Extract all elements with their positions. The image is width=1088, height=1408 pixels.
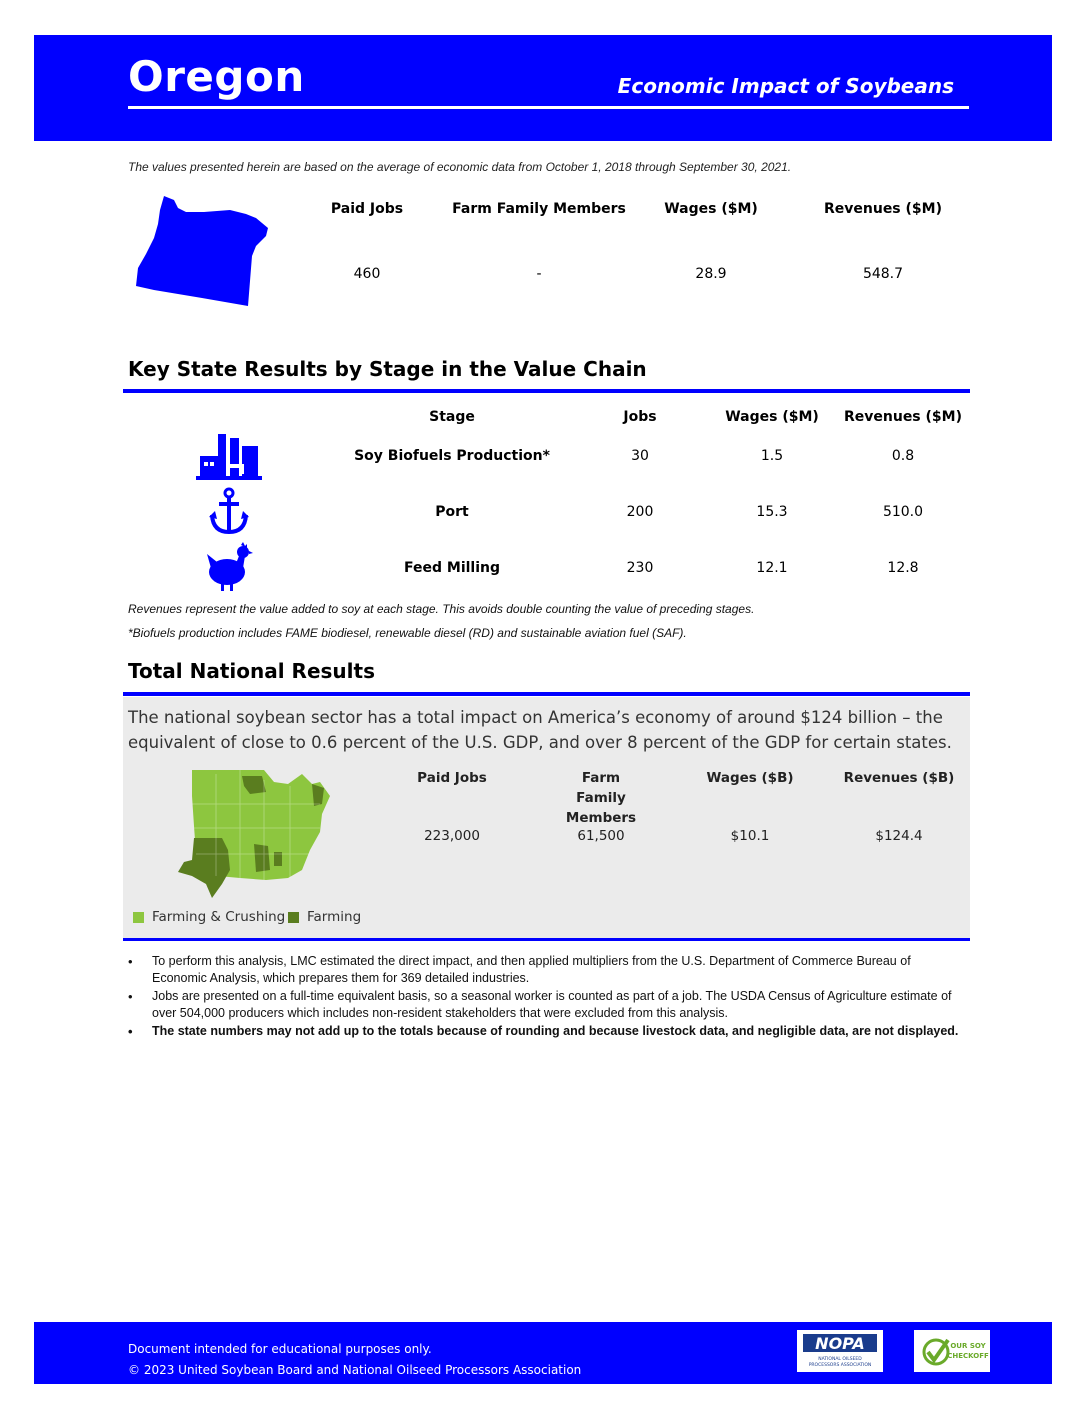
- footer-disclaimer: Document intended for educational purposes only.: [128, 1342, 432, 1356]
- national-value-wages: $10.1: [730, 828, 770, 844]
- legend-label: Farming: [307, 909, 362, 925]
- anchor-icon: [209, 487, 249, 535]
- national-section-title: Total National Results: [128, 659, 375, 683]
- stage-header-wages: Wages ($M): [725, 409, 819, 425]
- summary-header-paid-jobs: Paid Jobs: [330, 201, 404, 217]
- legend-label: Farming & Crushing: [152, 909, 286, 925]
- legend-swatch-dark-green: [288, 912, 299, 923]
- national-section-divider: [123, 692, 970, 696]
- header-divider: [128, 106, 969, 109]
- summary-value-wages: 28.9: [695, 266, 727, 282]
- svg-text:PROCESSORS ASSOCIATION: PROCESSORS ASSOCIATION: [808, 1363, 872, 1368]
- stage-name: Soy Biofuels Production*: [354, 448, 550, 464]
- stage-name: Feed Milling: [404, 560, 500, 576]
- stage-name: Port: [435, 504, 469, 520]
- national-summary-text: The national soybean sector has a total impact on America’s economy of around $124 billion – the equivalent of close to 0.6 percent of the U.S. GDP, and over 8 percent of the GDP for certain states.: [128, 708, 952, 752]
- stage-wages: 1.5: [760, 448, 784, 464]
- note-full-time-equivalent: • Jobs are presented on a full-time equivalent basis, so a seasonal worker is counted as part of a job. The USDA Census of Agriculture estimate of over 504,000 producers which includes non-resident stakeholders that were excluded from this analysis.: [128, 988, 968, 1022]
- national-value-farm-family: 61,500: [577, 828, 625, 844]
- svg-text:OUR SOY: OUR SOY: [950, 1342, 986, 1350]
- summary-value-farm-family: -: [536, 266, 542, 282]
- stage-note-revenues: Revenues represent the value added to soy at each stage. This avoids double counting the value of preceding stages.: [128, 602, 755, 616]
- stage-header-jobs: Jobs: [623, 409, 657, 425]
- stage-note-biofuels: *Biofuels production includes FAME biodiesel, renewable diesel (RD) and sustainable aviation fuel (SAF).: [128, 626, 687, 640]
- stage-revenues: 510.0: [882, 504, 924, 520]
- footer-copyright: © 2023 United Soybean Board and National Oilseed Processors Association: [128, 1363, 582, 1377]
- national-header-farm-family: Farm Family Members: [565, 770, 637, 826]
- national-value-paid-jobs: 223,000: [424, 828, 480, 844]
- stage-revenues: 0.8: [891, 448, 915, 464]
- national-header-wages: Wages ($B): [706, 770, 794, 786]
- stage-wages: 15.3: [756, 504, 788, 520]
- summary-header-revenues: Revenues ($M): [823, 201, 942, 217]
- state-title: Oregon: [128, 52, 305, 101]
- note-multipliers: • To perform this analysis, LMC estimated the direct impact, and then applied multipliers from the U.S. Department of Commerce Bureau of Economic Analysis, which prepares them for 369 detailed industries.: [128, 953, 968, 987]
- summary-value-revenues: 548.7: [862, 266, 904, 282]
- stage-revenues: 12.8: [887, 560, 919, 576]
- factory-icon: [196, 432, 262, 480]
- summary-header-wages: Wages ($M): [664, 201, 758, 217]
- national-header-revenues: Revenues ($B): [843, 770, 955, 786]
- soy-checkoff-logo: [914, 1330, 990, 1372]
- stage-jobs: 30: [631, 448, 649, 464]
- us-soy-states-map-icon: [170, 766, 336, 904]
- stage-header-revenues: Revenues ($M): [843, 409, 962, 425]
- stage-jobs: 200: [626, 504, 654, 520]
- stage-jobs: 230: [626, 560, 654, 576]
- nopa-logo: [797, 1330, 883, 1372]
- legend-item-farming-crushing: [133, 909, 285, 925]
- stage-wages: 12.1: [756, 560, 788, 576]
- svg-text:NOPA: NOPA: [815, 1334, 865, 1353]
- summary-header-farm-family: Farm Family Members: [452, 201, 626, 217]
- legend-item-farming: [288, 909, 361, 925]
- note-rounding: • The state numbers may not add up to the totals because of rounding and because livestock data, and negligible data, are not displayed.: [128, 1023, 968, 1040]
- methodology-notes: [128, 953, 968, 1041]
- report-title: Economic Impact of Soybeans: [617, 74, 954, 98]
- soy-checkoff-logo-mark: [914, 1330, 990, 1372]
- chicken-icon: [205, 542, 253, 592]
- svg-text:NATIONAL OILSEED: NATIONAL OILSEED: [818, 1357, 862, 1362]
- national-header-paid-jobs: Paid Jobs: [417, 770, 487, 786]
- national-value-revenues: $124.4: [875, 828, 923, 844]
- nopa-logo-mark: [797, 1330, 883, 1372]
- stage-header-stage: Stage: [429, 409, 475, 425]
- legend-swatch-light-green: [133, 912, 144, 923]
- oregon-map-icon: [134, 194, 274, 308]
- svg-text:CHECKOFF: CHECKOFF: [947, 1352, 989, 1360]
- stage-section-divider: [123, 389, 970, 393]
- date-note: The values presented herein are based on the average of economic data from October 1, 2018 through September 30, 2021.: [128, 160, 792, 174]
- stage-section-title: Key State Results by Stage in the Value Chain: [128, 357, 647, 381]
- summary-value-paid-jobs: 460: [353, 266, 381, 282]
